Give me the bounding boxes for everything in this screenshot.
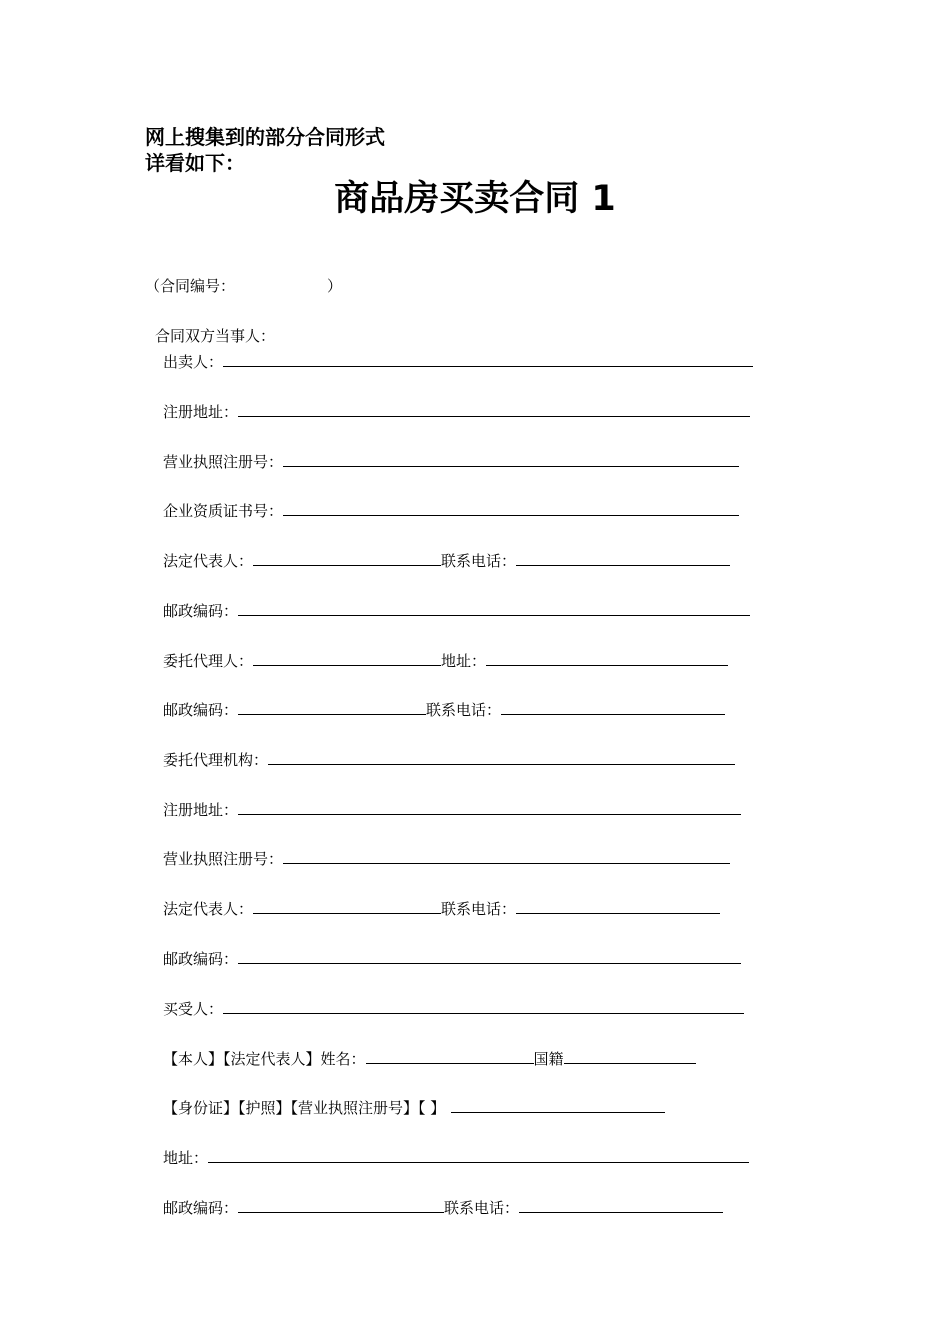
contract-number-label: （合同编号：: [145, 277, 236, 295]
seller-name-field[interactable]: [223, 351, 753, 367]
agent-phone-label: 联系电话：: [426, 701, 502, 719]
agency-name-row: [163, 749, 735, 770]
seller-legal-rep-field[interactable]: [253, 550, 441, 566]
buyer-person-name-field[interactable]: [366, 1048, 534, 1064]
intro-line-2: 详看如下：: [145, 151, 245, 175]
agency-postcode-field[interactable]: [238, 948, 741, 964]
buyer-phone-field[interactable]: [519, 1197, 723, 1213]
agent-postcode-row: [163, 699, 725, 720]
contract-number-row: [145, 276, 342, 296]
contract-number-close: ）: [327, 277, 343, 295]
seller-license-field[interactable]: [283, 451, 739, 467]
buyer-name-row: [163, 998, 744, 1019]
agency-license-label: 营业执照注册号：: [163, 850, 284, 868]
agent-phone-field[interactable]: [501, 699, 725, 715]
intro-line-1: 网上搜集到的部分合同形式: [145, 125, 385, 149]
seller-name-label: 出卖人：: [163, 353, 224, 371]
agent-name-label: 委托代理人：: [163, 652, 254, 670]
seller-license-row: [163, 451, 739, 472]
buyer-name-label: 买受人：: [163, 1000, 224, 1018]
seller-legal-rep-label: 法定代表人：: [163, 552, 254, 570]
buyer-identity-label: 【本人】【法定代表人】姓名：: [163, 1050, 366, 1068]
seller-phone-label: 联系电话：: [441, 552, 517, 570]
seller-address-row: [163, 401, 750, 422]
agency-address-field[interactable]: [238, 799, 741, 815]
seller-phone-field[interactable]: [516, 550, 730, 566]
seller-qualification-label: 企业资质证书号：: [163, 502, 284, 520]
seller-legal-rep-row: [163, 550, 730, 571]
buyer-nationality-label: 国籍: [533, 1050, 564, 1068]
agency-phone-field[interactable]: [516, 898, 720, 914]
buyer-document-row: [163, 1097, 665, 1118]
agency-name-field[interactable]: [268, 749, 735, 765]
agent-name-field[interactable]: [253, 650, 441, 666]
buyer-nationality-field[interactable]: [564, 1048, 696, 1064]
agency-address-row: [163, 799, 741, 820]
buyer-address-label: 地址：: [163, 1149, 209, 1167]
seller-postcode-row: [163, 600, 750, 621]
agency-legal-rep-field[interactable]: [253, 898, 441, 914]
agency-name-label: 委托代理机构：: [163, 751, 269, 769]
buyer-name-field[interactable]: [223, 998, 744, 1014]
seller-qualification-field[interactable]: [283, 500, 739, 516]
buyer-postcode-label: 邮政编码：: [163, 1199, 239, 1217]
parties-heading: 合同双方当事人：: [155, 327, 276, 345]
seller-name-row: [163, 351, 753, 372]
document-title: 商品房买卖合同 1: [334, 179, 616, 219]
agent-postcode-label: 邮政编码：: [163, 701, 239, 719]
agency-legal-rep-label: 法定代表人：: [163, 900, 254, 918]
agent-address-field[interactable]: [486, 650, 728, 666]
buyer-document-field[interactable]: [451, 1097, 665, 1113]
agent-name-row: [163, 650, 728, 671]
seller-qualification-row: [163, 500, 739, 521]
buyer-address-field[interactable]: [208, 1147, 749, 1163]
agency-legal-rep-row: [163, 898, 720, 919]
agency-postcode-label: 邮政编码：: [163, 950, 239, 968]
seller-postcode-label: 邮政编码：: [163, 602, 239, 620]
buyer-address-row: [163, 1147, 749, 1168]
agency-license-field[interactable]: [283, 848, 730, 864]
seller-postcode-field[interactable]: [238, 600, 750, 616]
agency-address-label: 注册地址：: [163, 801, 239, 819]
buyer-postcode-row: [163, 1197, 723, 1218]
agent-address-label: 地址：: [441, 652, 487, 670]
agency-postcode-row: [163, 948, 741, 969]
buyer-phone-label: 联系电话：: [444, 1199, 520, 1217]
seller-address-label: 注册地址：: [163, 403, 239, 421]
agency-phone-label: 联系电话：: [441, 900, 517, 918]
buyer-identity-row: [163, 1048, 696, 1069]
buyer-document-label: 【身份证】【护照】【营业执照注册号】【 】: [163, 1099, 446, 1117]
agent-postcode-field[interactable]: [238, 699, 426, 715]
buyer-postcode-field[interactable]: [238, 1197, 444, 1213]
agency-license-row: [163, 848, 730, 869]
seller-license-label: 营业执照注册号：: [163, 453, 284, 471]
seller-address-field[interactable]: [238, 401, 750, 417]
